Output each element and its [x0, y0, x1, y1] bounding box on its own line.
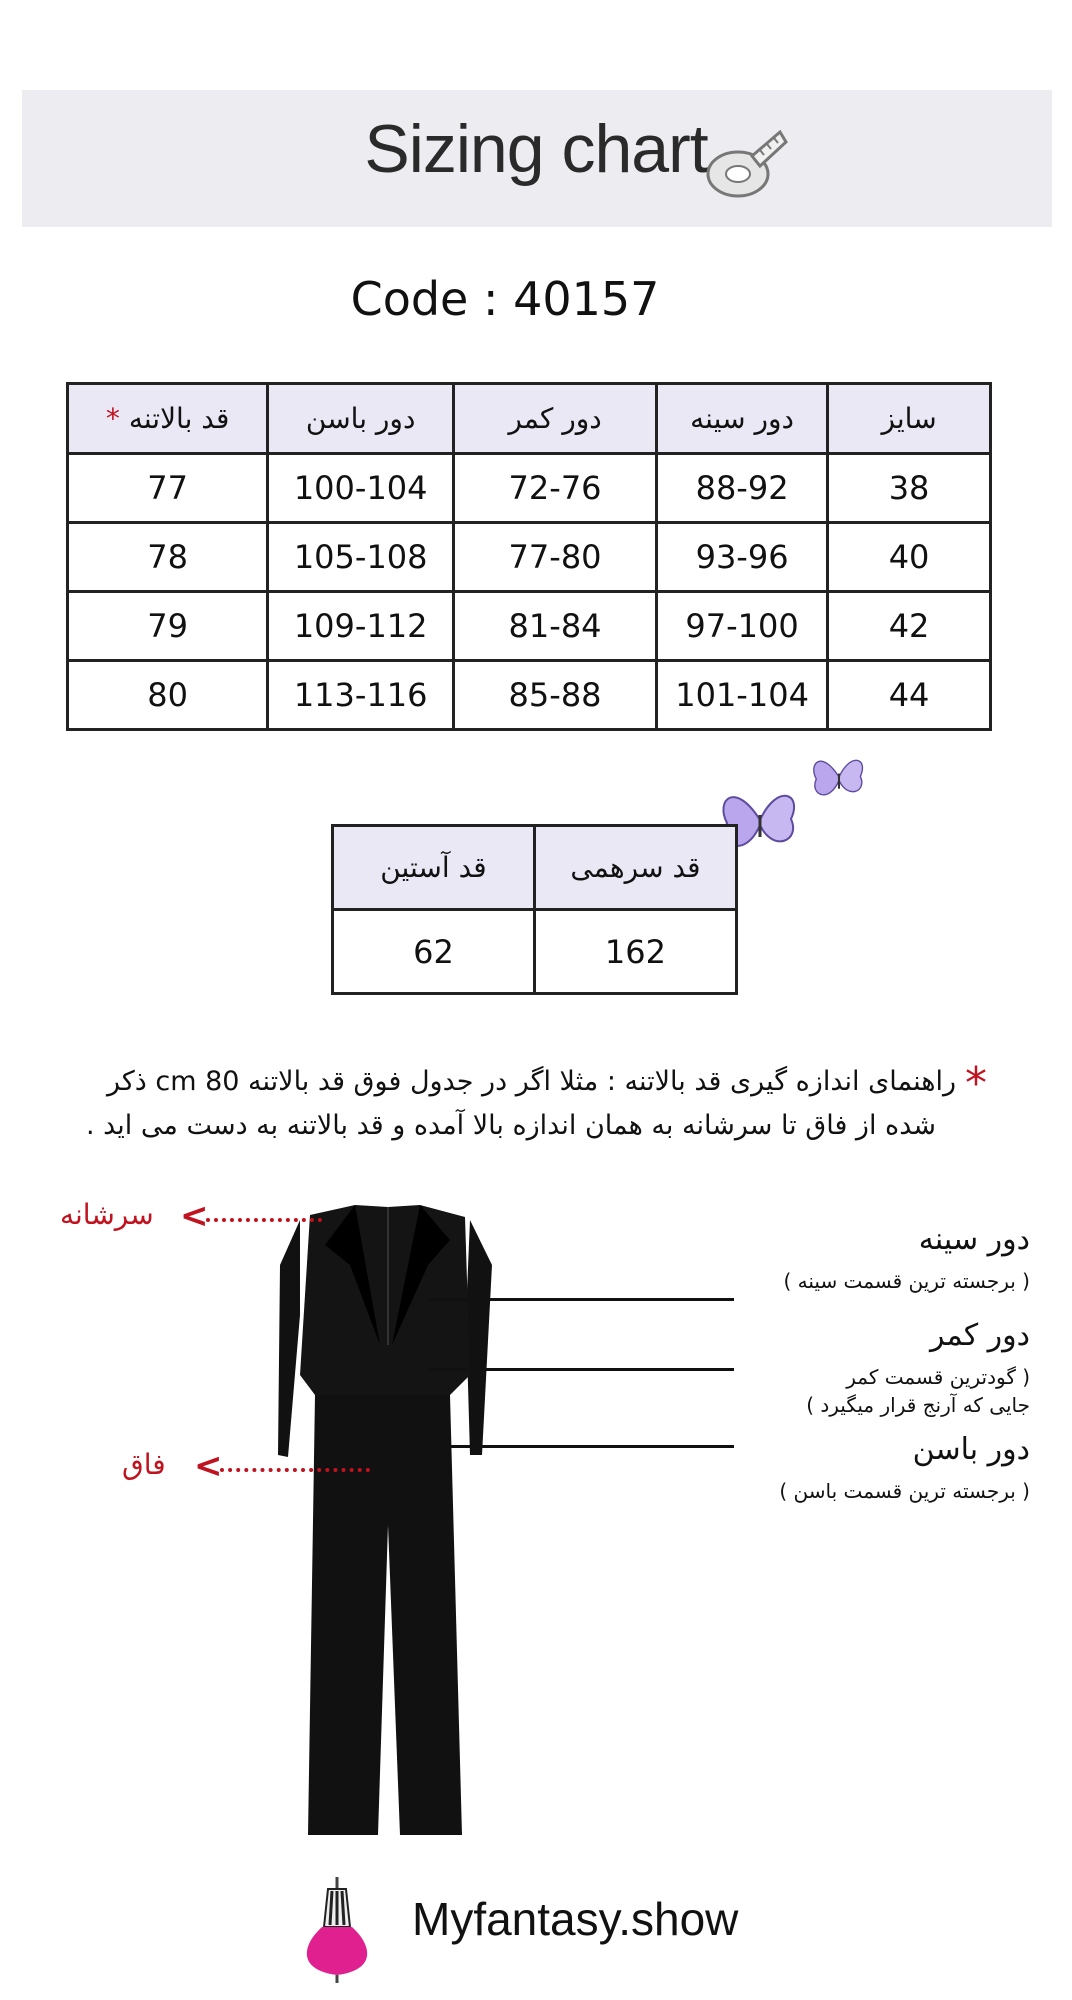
shoulder-dotted-line: [206, 1218, 322, 1222]
shoulder-label: سرشانه: [60, 1198, 154, 1231]
cell-upper-body-length: 78: [68, 523, 268, 592]
cell-chest: 88-92: [657, 454, 828, 523]
chest-line: [428, 1298, 734, 1301]
table-row: [68, 592, 991, 661]
dress-logo-icon: [292, 1875, 382, 1985]
header-hip: دور باسن: [268, 384, 454, 454]
page-title: Sizing chart: [364, 111, 708, 187]
cell-hip: 105-108: [268, 523, 454, 592]
crotch-dotted-line: [220, 1468, 370, 1472]
cell-waist: 77-80: [454, 523, 657, 592]
cell-size: 40: [828, 523, 991, 592]
cell-upper-body-length: 77: [68, 454, 268, 523]
waist-description-1: ( گودترین قسمت کمر: [846, 1365, 1030, 1389]
header-chest: دور سینه: [657, 384, 828, 454]
cell-size: 42: [828, 592, 991, 661]
table-header-row: [333, 826, 737, 910]
cell-chest: 101-104: [657, 661, 828, 730]
cell-size: 44: [828, 661, 991, 730]
cell-waist: 85-88: [454, 661, 657, 730]
crotch-label: فاق: [122, 1448, 166, 1481]
length-table: [331, 824, 738, 995]
header-sleeve-length: قد آستین: [333, 826, 535, 910]
hip-line: [428, 1445, 734, 1448]
hip-description: ( برجسته ترین قسمت باسن ): [779, 1479, 1030, 1503]
cell-chest: 93-96: [657, 523, 828, 592]
cell-jumpsuit-length: 162: [534, 910, 736, 994]
table-row: [68, 454, 991, 523]
product-code: Code : 40157: [350, 272, 660, 326]
table-header-row: [68, 384, 991, 454]
waist-title: دور کمر: [929, 1318, 1030, 1353]
note-asterisk: *: [965, 1058, 987, 1109]
arrow-left-icon: <: [194, 1446, 223, 1486]
waist-description-2: جایی که آرنج قرار میگیرد ): [806, 1393, 1030, 1417]
note-line-1: راهنمای اندازه گیری قد بالاتنه : مثلا اگر در جدول فوق قد بالاتنه 80 cm ذکر: [106, 1066, 956, 1097]
cell-waist: 81-84: [454, 592, 657, 661]
cell-sleeve-length: 62: [333, 910, 535, 994]
header-waist: دور کمر: [454, 384, 657, 454]
butterfly-icon: [808, 746, 870, 808]
cell-upper-body-length: 80: [68, 661, 268, 730]
chest-title: دور سینه: [918, 1222, 1030, 1257]
table-row: [68, 661, 991, 730]
table-row: [333, 910, 737, 994]
header-size: سایز: [828, 384, 991, 454]
measuring-tape-icon: [700, 120, 790, 210]
arrow-left-icon: <: [180, 1196, 209, 1236]
note-line-2: شده از فاق تا سرشانه به همان اندازه بالا آمده و قد بالاتنه به دست می اید .: [85, 1110, 936, 1141]
measurement-note: [56, 1060, 996, 1148]
cell-hip: 100-104: [268, 454, 454, 523]
asterisk: *: [105, 402, 120, 435]
size-table: [66, 382, 992, 731]
hip-title: دور باسن: [912, 1432, 1030, 1467]
cell-hip: 113-116: [268, 661, 454, 730]
cell-hip: 109-112: [268, 592, 454, 661]
brand-name: Myfantasy.show: [412, 1893, 739, 1945]
jumpsuit-illustration: [270, 1195, 510, 1845]
header-jumpsuit-length: قد سرهمی: [534, 826, 736, 910]
header-upper-body-length: * قد بالاتنه: [68, 384, 268, 454]
cell-waist: 72-76: [454, 454, 657, 523]
cell-upper-body-length: 79: [68, 592, 268, 661]
waist-line: [428, 1368, 734, 1371]
cell-size: 38: [828, 454, 991, 523]
cell-chest: 97-100: [657, 592, 828, 661]
chest-description: ( برجسته ترین قسمت سینه ): [783, 1269, 1030, 1293]
table-row: [68, 523, 991, 592]
